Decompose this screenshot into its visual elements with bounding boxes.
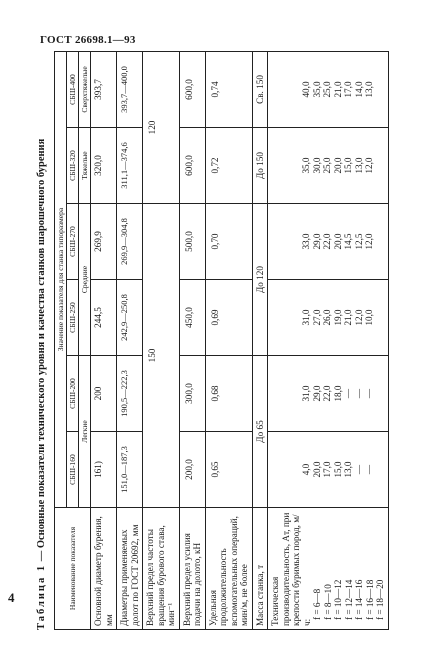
table-cell: 12,0	[353, 309, 364, 326]
table-cell: 18,0	[332, 385, 343, 402]
table-cell: —	[343, 388, 353, 399]
hardness-item: f = 18—20	[375, 579, 385, 620]
table-cell: 14,0	[353, 81, 364, 98]
productivity-col-160	[268, 432, 389, 508]
group-superheavy: Сверхтяжелые	[79, 51, 91, 127]
table-cell: 200	[91, 356, 117, 432]
table-cell: 0,72	[205, 128, 252, 204]
table-row	[91, 51, 117, 629]
table-cell: 35,0	[301, 157, 311, 174]
table-cell: 17,0	[322, 461, 332, 478]
table-cell: 12,5	[353, 233, 364, 250]
productivity-col-270	[268, 204, 389, 280]
table-cell: 10,0	[364, 309, 374, 326]
table-row	[179, 51, 205, 629]
table-cell: 22,0	[322, 233, 332, 250]
table-cell: 15,0	[332, 461, 343, 478]
table-cell: 161)	[91, 432, 117, 508]
table-cell: 13,0	[353, 157, 364, 174]
hardness-item: f = 10—12	[333, 579, 343, 620]
table-row	[205, 51, 252, 629]
table-cell: 269,9—304,8	[117, 204, 143, 280]
table-cell: 13,0	[343, 461, 353, 478]
table-cell: —	[364, 388, 374, 399]
caption-text: — Основные показатели технического уровня и качества станков шарошечного бурения	[36, 138, 47, 564]
table-cell: 151,0—187,3	[117, 432, 143, 508]
table-cell: 31,0	[301, 385, 311, 402]
table-cell: 244,5	[91, 280, 117, 356]
hardness-item: f = 12—14	[343, 579, 354, 620]
table-cell: До 120	[252, 204, 268, 356]
table-cell: 600,0	[179, 128, 205, 204]
model-sbsh-270: СБШ-270	[67, 204, 79, 280]
rotated-table-block	[34, 40, 414, 640]
table-cell: 29,0	[311, 385, 322, 402]
table-cell: 35,0	[311, 81, 322, 98]
table-cell: Св. 150	[252, 51, 268, 127]
table-cell: 0,69	[205, 280, 252, 356]
table-row	[268, 51, 389, 629]
table-cell: 21,0	[343, 309, 353, 326]
table-cell: 26,0	[322, 309, 332, 326]
group-heavy: Тяжелые	[79, 128, 91, 204]
row-label: Верхний предел усилия подачи на долото, кН	[179, 508, 205, 630]
row-label: Основной диаметр бурения, мм	[91, 508, 117, 630]
row-label: Диаметры применяемых долот по ГОСТ 20692, мм	[117, 508, 143, 630]
group-light: Легкие	[79, 356, 91, 508]
model-sbsh-400: СБШ-400	[67, 51, 79, 127]
table-cell: 33,0	[301, 233, 311, 250]
table-cell: —	[364, 464, 374, 475]
table-cell: 12,0	[364, 233, 374, 250]
table-cell: 311,1—374,6	[117, 128, 143, 204]
table-cell: 4,0	[301, 463, 311, 476]
row-label-productivity	[268, 508, 389, 630]
table-cell: 393,7	[91, 51, 117, 127]
table-cell: —	[353, 464, 364, 475]
table-cell: 27,0	[311, 309, 322, 326]
table-cell: 300,0	[179, 356, 205, 432]
table-cell: 12,0	[364, 157, 374, 174]
page-number: 4	[8, 590, 15, 605]
row-label: Верхний предел частоты вращения бурового става, мин⁻¹	[143, 508, 180, 630]
model-sbsh-250: СБШ-250	[67, 280, 79, 356]
table-row	[252, 51, 268, 629]
row-label: Масса станка, т	[252, 508, 268, 630]
table-cell: 320,0	[91, 128, 117, 204]
caption-lead: Таблица 1	[36, 563, 47, 630]
table-cell: 0,74	[205, 51, 252, 127]
hardness-item: f = 6—8	[312, 588, 322, 620]
group-medium: Средние	[79, 204, 91, 356]
table-cell: 190,5—222,3	[117, 356, 143, 432]
hardness-item: f = 14—16	[354, 579, 364, 620]
table-cell: 25,0	[322, 157, 332, 174]
table-cell: —	[353, 388, 364, 399]
table-cell: 14,5	[343, 233, 353, 250]
table-cell: 269,9	[91, 204, 117, 280]
table-cell: 242,9—250,8	[117, 280, 143, 356]
hardness-item: f = 8—10	[322, 584, 333, 620]
table-cell: 20,0	[311, 461, 322, 478]
table-cell: 450,0	[179, 280, 205, 356]
table-cell: 22,0	[322, 385, 332, 402]
row-label: Удельная продолжительность вспомогательных операций, мин/м, не более	[205, 508, 252, 630]
row-label: Техническая производительность, Aт, при крепости буримых пород, м/ч:	[270, 512, 312, 626]
table-cell: 0,70	[205, 204, 252, 280]
header-parameter: Наименование показателя	[55, 508, 91, 630]
table-cell: 150	[143, 204, 180, 508]
productivity-col-250	[268, 280, 389, 356]
model-sbsh-320: СБШ-320	[67, 128, 79, 204]
table-cell: 29,0	[311, 233, 322, 250]
table-caption	[36, 45, 48, 630]
hardness-list	[312, 511, 386, 626]
table-cell: 0,65	[205, 432, 252, 508]
table-cell: 25,0	[322, 81, 332, 98]
hardness-item: f = 16—18	[364, 579, 375, 620]
table-cell: 393,7—400,0	[117, 51, 143, 127]
table-cell: До 150	[252, 128, 268, 204]
page-header: ГОСТ 26698.1—93	[40, 34, 136, 46]
table-cell: До 65	[252, 356, 268, 508]
table-cell: 31,0	[301, 309, 311, 326]
table-cell: 0,68	[205, 356, 252, 432]
model-sbsh-200: СБШ-200	[67, 356, 79, 432]
model-sbsh-160: СБШ-160	[67, 432, 79, 508]
table-cell: 17,0	[343, 81, 353, 98]
table-cell: 13,0	[364, 81, 374, 98]
table-cell: 19,0	[332, 309, 343, 326]
productivity-col-200	[268, 356, 389, 432]
table-cell: 20,0	[332, 233, 343, 250]
productivity-col-320	[268, 128, 389, 204]
header-values: Значение показателя для станка типоразмера	[55, 51, 67, 507]
table-cell: 200,0	[179, 432, 205, 508]
table-row	[117, 51, 143, 629]
table-cell: 600,0	[179, 51, 205, 127]
table-cell: 40,0	[301, 81, 311, 98]
table-cell: 120	[143, 51, 180, 203]
table-cell: 20,0	[332, 157, 343, 174]
table-cell: 30,0	[311, 157, 322, 174]
table-cell: 21,0	[332, 81, 343, 98]
table-row	[143, 51, 180, 629]
productivity-col-400	[268, 51, 389, 127]
table-cell: 15,0	[343, 157, 353, 174]
table-cell: 500,0	[179, 204, 205, 280]
indicators-table	[54, 51, 389, 630]
